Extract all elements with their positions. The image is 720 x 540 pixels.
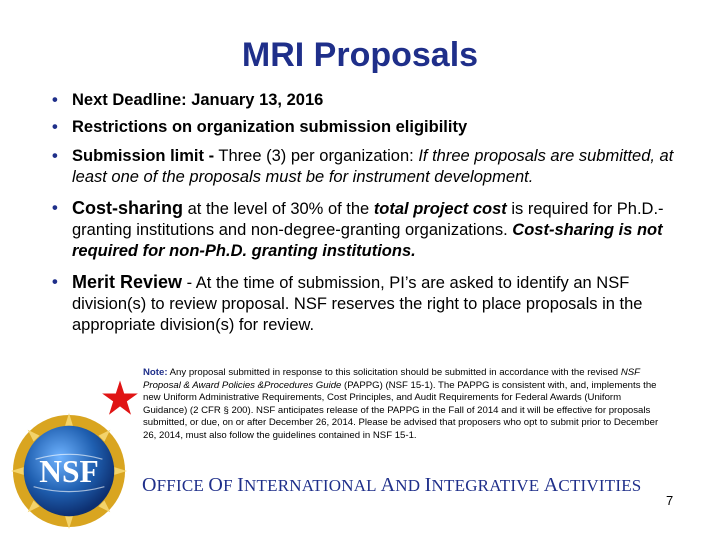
bullet-dot-icon: • [52, 91, 58, 109]
bullet-dot-icon: • [52, 118, 58, 136]
office-name-text: OFFICE OF INTERNATIONAL AND INTEGRATIVE ACTIVITIES [142, 474, 642, 496]
bullet-dot-icon: • [52, 147, 58, 165]
cost-sharing-text-1: at the level of 30% of the [183, 200, 374, 218]
slide-title: MRI Proposals [241, 36, 479, 74]
note-text-1: Any proposal submitted in response to this solicitation should be submitted in accordance with the revised [167, 367, 621, 378]
cost-sharing-emphasis: total project cost [373, 200, 507, 218]
page-number: 7 [666, 493, 674, 508]
note-label: Note: [143, 367, 168, 378]
submission-limit-italic: If three proposals are submitted, at least one of the proposals must be for instrument development. [72, 147, 674, 186]
note-text-2: (PAPPG) (NSF 15-1). The PAPPG is consistent with, and, implements the new Uniform Administrative Requirements, Cost Principles, and Audit Requirements for Federal Awards (Uniform Guidance) (2 CFR § 200). NSF anticipates release of the PAPPG in the Fall of 2014 and it will be effective for proposals submitted, or due, on or after December 26, 2014. Please be advised that proposers who opt to submit prior to December 26, 2014, must also follow the guidelines contained in NSF 15-1. [143, 379, 659, 441]
restrictions-text: Restrictions on organization submission eligibility [72, 118, 468, 136]
bullet-list [52, 90, 702, 336]
nsf-logo-icon [10, 412, 128, 530]
bullet-cost-sharing [52, 198, 702, 262]
note-paragraph [143, 367, 663, 443]
submission-limit-lead: Submission limit - [72, 147, 215, 165]
bullet-dot-icon: • [52, 273, 58, 291]
bullet-restrictions [52, 117, 702, 138]
note-guide-title: NSF Proposal & Award Policies &Procedures Guide [143, 367, 640, 391]
cost-sharing-tail: Cost-sharing is not required for non-Ph.D. granting institutions. [72, 221, 663, 260]
bullet-merit-review [52, 272, 702, 336]
merit-review-lead: Merit Review [72, 272, 183, 292]
office-name [142, 474, 662, 497]
bullet-dot-icon: • [52, 199, 58, 217]
submission-limit-text: Three (3) per organization: [214, 147, 419, 165]
bullet-next-deadline [52, 90, 702, 111]
cost-sharing-lead: Cost-sharing [72, 198, 184, 218]
merit-review-text: - At the time of submission, PI’s are asked to identify an NSF division(s) to review proposal. NSF reserves the right to place proposals in the appropriate division(s) for review. [72, 274, 643, 334]
deadline-text: Next Deadline: January 13, 2016 [72, 91, 324, 109]
nsf-logo-text: NSF [39, 453, 99, 489]
cost-sharing-text-2: is required for Ph.D.-granting institutions and non-degree-granting organizations. [72, 200, 664, 239]
bullet-submission-limit [52, 146, 702, 188]
